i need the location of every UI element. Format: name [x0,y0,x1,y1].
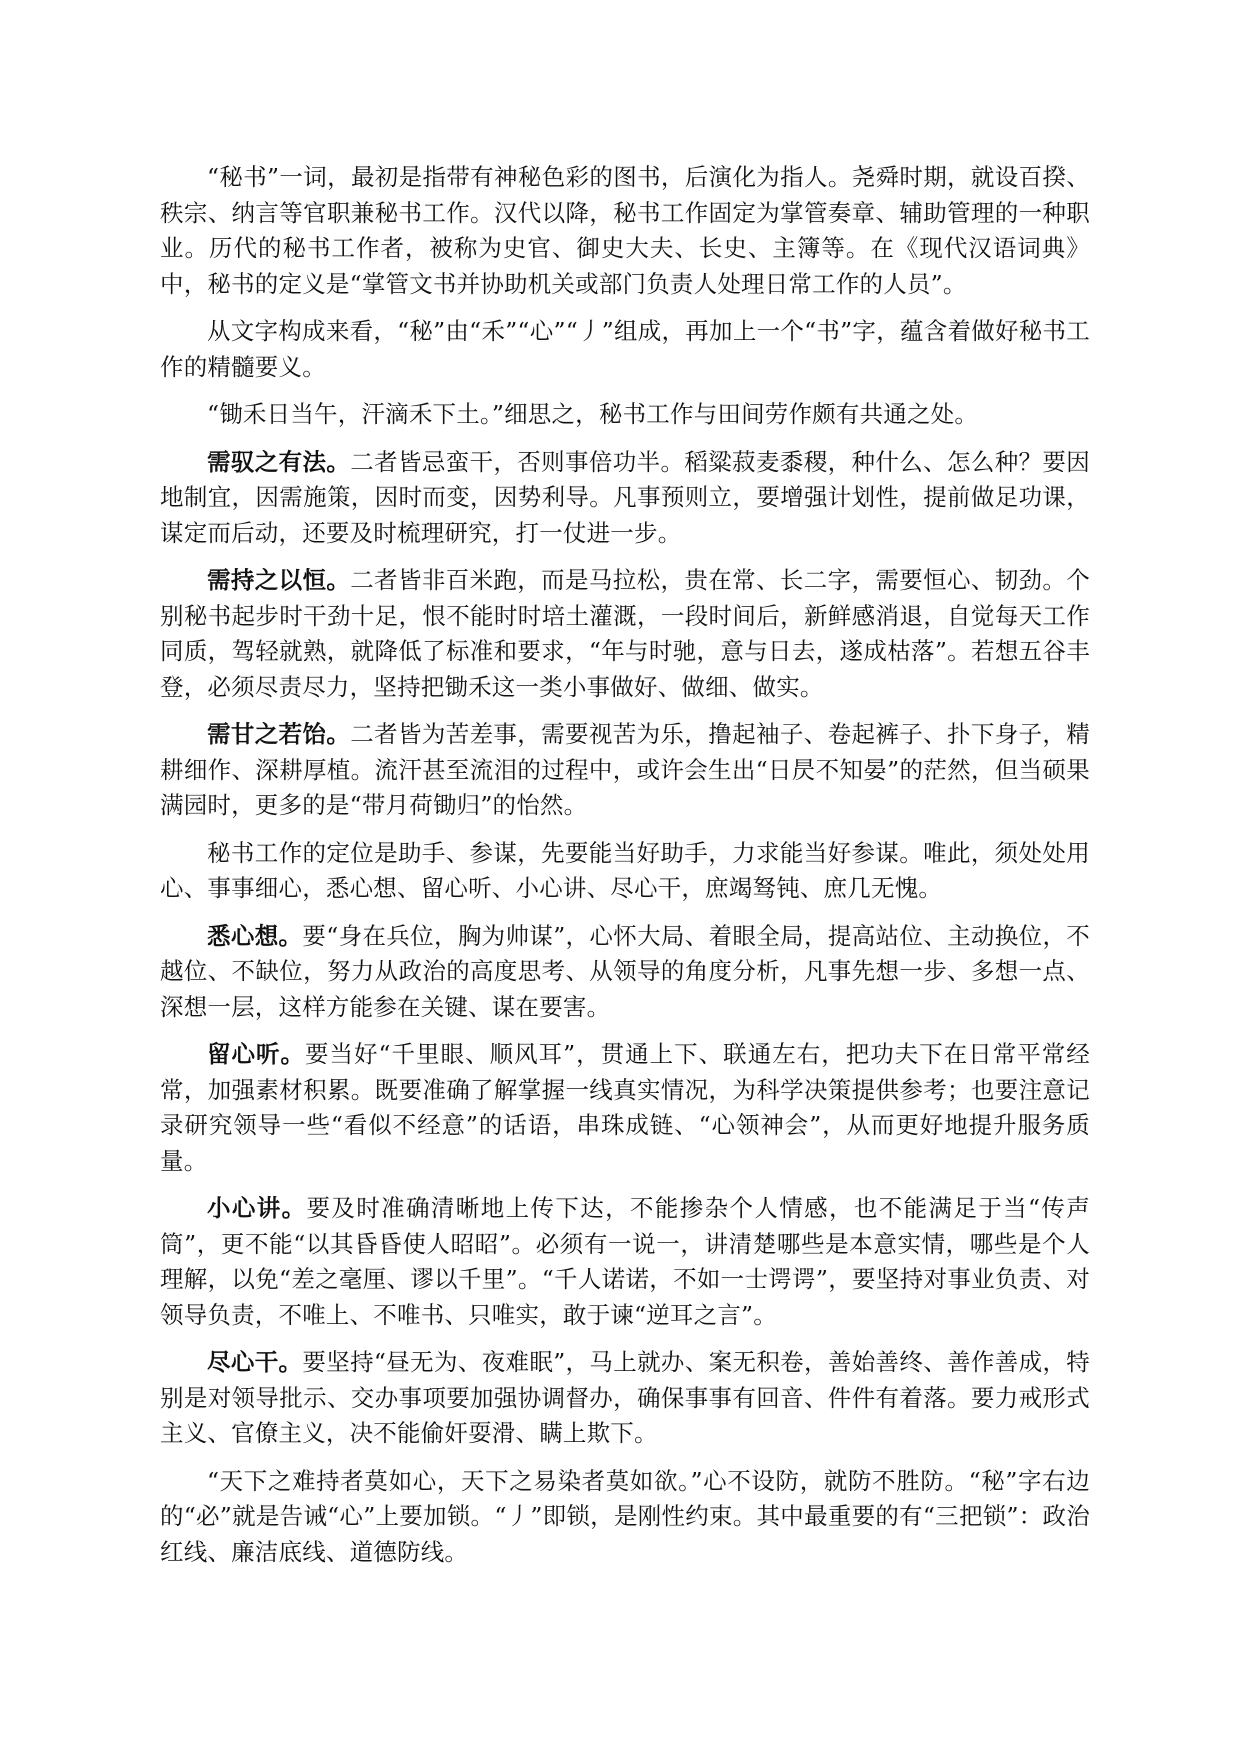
paragraph-5 [160,563,1090,705]
paragraph-7 [160,836,1090,907]
paragraph-8 [160,919,1090,1026]
paragraph-4 [160,445,1090,552]
paragraph-10 [160,1191,1090,1333]
paragraph-1 [160,160,1090,302]
paragraph-6-heading: 需甘之若饴。 [207,720,351,748]
paragraph-3 [160,397,1090,433]
paragraph-9-text: 要当好“千里眼、顺风耳”，贯通上下、联通左右，把功夫下在日常平常经常，加强素材积累。既要准确了解掌握一线真实情况，为科学决策提供参考；也要注意记录研究领导一些“看似不经意”的话语，串珠成链、“心领神会”，从而更好地提升服务质量。 [160,1040,1090,1175]
paragraph-8-text: 要“身在兵位，胸为帅谋”，心怀大局、着眼全局，提高站位、主动换位，不越位、不缺位，努力从政治的高度思考、从领导的角度分析，凡事先想一步、多想一点、深想一层，这样方能参在关键、谋在要害。 [160,921,1090,1021]
paragraph-12-text: “天下之难持者莫如心，天下之易染者莫如欲。”心不设防，就防不胜防。“秘”字右边的“必”就是告诫“心”上要加锁。“丿”即锁，是刚性约束。其中最重要的有“三把锁”：政治红线、廉洁底线、道德防线。 [160,1466,1090,1566]
paragraph-4-text: 二者皆忌蛮干，否则事倍功半。稻粱菽麦黍稷，种什么、怎么种？要因地制宜，因需施策，因时而变，因势利导。凡事预则立，要增强计划性，提前做足功课，谋定而后动，还要及时梳理研究，打一仗进一步。 [160,447,1090,547]
paragraph-3-text: “锄禾日当午，汗滴禾下土。”细思之，秘书工作与田间劳作颇有共通之处。 [207,400,979,428]
paragraph-6 [160,717,1090,824]
paragraph-8-heading: 悉心想。 [207,921,303,950]
paragraph-5-heading: 需持之以恒。 [207,566,351,594]
paragraph-2 [160,314,1090,385]
paragraph-11-heading: 尽心干。 [207,1348,303,1376]
paragraph-10-heading: 小心讲。 [207,1194,307,1222]
paragraph-11 [160,1345,1090,1452]
document-page [160,160,1090,1582]
paragraph-9 [160,1037,1090,1179]
paragraph-6-text: 二者皆为苦差事，需要视苦为乐，撸起袖子、卷起裤子、扑下身子，精耕细作、深耕厚植。流汗甚至流泪的过程中，或许会生出“日昃不知晏”的茫然，但当硕果满园时，更多的是“带月荷锄归”的怡然。 [160,720,1090,819]
paragraph-7-text: 秘书工作的定位是助手、参谋，先要能当好助手，力求能当好参谋。唯此，须处处用心、事事细心，悉心想、留心听、小心讲、尽心干，庶竭驽钝、庶几无愧。 [160,838,1090,902]
paragraph-4-heading: 需驭之有法。 [207,447,351,476]
paragraph-9-heading: 留心听。 [207,1040,306,1068]
paragraph-12 [160,1464,1090,1571]
paragraph-10-text: 要及时准确清晰地上传下达，不能掺杂个人情感，也不能满足于当“传声筒”，更不能“以其昏昏使人昭昭”。必须有一说一，讲清楚哪些是本意实情，哪些是个人理解，以免“差之毫厘、谬以千里”。“千人诺诺，不如一士谔谔”，要坚持对事业负责、对领导负责，不唯上、不唯书、只唯实，敢于谏“逆耳之言”。 [160,1194,1090,1329]
paragraph-1-text: “秘书”一词，最初是指带有神秘色彩的图书，后演化为指人。尧舜时期，就设百揆、秩宗、纳言等官职兼秘书工作。汉代以降，秘书工作固定为掌管奏章、辅助管理的一种职业。历代的秘书工作者，被称为史官、御史大夫、长史、主簿等。在《现代汉语词典》中，秘书的定义是“掌管文书并协助机关或部门负责人处理日常工作的人员”。 [160,163,1090,298]
paragraph-11-text: 要坚持“昼无为、夜难眠”，马上就办、案无积卷，善始善终、善作善成，特别是对领导批示、交办事项要加强协调督办，确保事事有回音、件件有着落。要力戒形式主义、官僚主义，决不能偷奸耍滑、瞒上欺下。 [160,1348,1090,1447]
paragraph-2-text: 从文字构成来看，“秘”由“禾”“心”“丿”组成，再加上一个“书”字，蕴含着做好秘书工作的精髓要义。 [160,317,1090,381]
paragraph-5-text: 二者皆非百米跑，而是马拉松，贵在常、长二字，需要恒心、韧劲。个别秘书起步时干劲十足，恨不能时时培土灌溉，一段时间后，新鲜感消退，自觉每天工作同质，驾轻就熟，就降低了标准和要求，“年与时驰，意与日去，遂成枯落”。若想五谷丰登，必须尽责尽力，坚持把锄禾这一类小事做好、做细、做实。 [160,566,1090,701]
